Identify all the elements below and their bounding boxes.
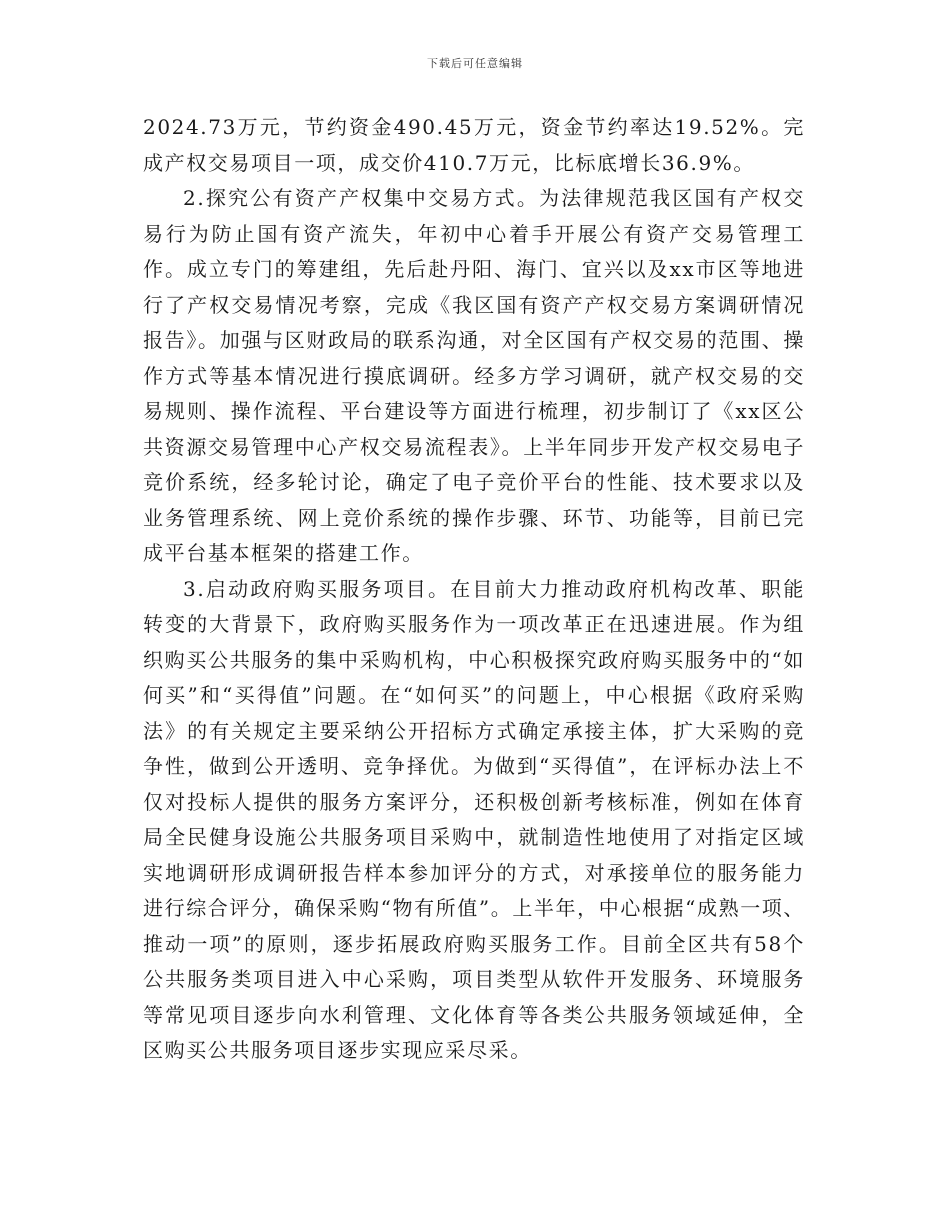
paragraph-3: 3.启动政府购买服务项目。在目前大力推动政府机构改革、职能转变的大背景下，政府购买服务作为一项改革正在迅速进展。作为组织购买公共服务的集中采购机构，中心积极探究政府购买服务中的“如何买”和“买得值”问题。在“如何买”的问题上，中心根据《政府采购法》的有关规定主要采纳公开招标方式确定承接主体，扩大采购的竞争性，做到公开透明、竞争择优。为做到“买得值”，在评标办法上不仅对投标人提供的服务方案评分，还积极创新考核标准，例如在体育局全民健身设施公共服务项目采购中，就制造性地使用了对指定区域实地调研形成调研报告样本参加评分的方式，对承接单位的服务能力进行综合评分，确保采购“物有所值”。上半年，中心根据“成熟一项、推动一项”的原则，逐步拓展政府购买服务工作。目前全区共有58个公共服务类项目进入中心采购，项目类型从软件开发服务、环境服务等常见项目逐步向水利管理、文化体育等各类公共服务领域延伸，全区购买公共服务项目逐步实现应采尽采。	[143, 576, 805, 1062]
body-text	[143, 110, 805, 1069]
paragraph-1: 2024.73万元，节约资金490.45万元，资金节约率达19.52%。完成产权交易项目一项，成交价410.7万元，比标底增长36.9%。	[143, 115, 805, 175]
paragraph-2: 2.探究公有资产产权集中交易方式。为法律规范我区国有产权交易行为防止国有资产流失，年初中心着手开展公有资产交易管理工作。成立专门的筹建组，先后赴丹阳、海门、宜兴以及xx市区等地进行了产权交易情况考察，完成《我区国有资产产权交易方案调研情况报告》。加强与区财政局的联系沟通，对全区国有产权交易的范围、操作方式等基本情况进行摸底调研。经多方学习调研，就产权交易的交易规则、操作流程、平台建设等方面进行梳理，初步制订了《xx区公共资源交易管理中心产权交易流程表》。上半年同步开发产权交易电子竞价系统，经多轮讨论，确定了电子竞价平台的性能、技术要求以及业务管理系统、网上竞价系统的操作步骤、环节、功能等，目前已完成平台基本框架的搭建工作。	[143, 186, 805, 565]
header-note: 下载后可任意编辑	[427, 57, 523, 70]
